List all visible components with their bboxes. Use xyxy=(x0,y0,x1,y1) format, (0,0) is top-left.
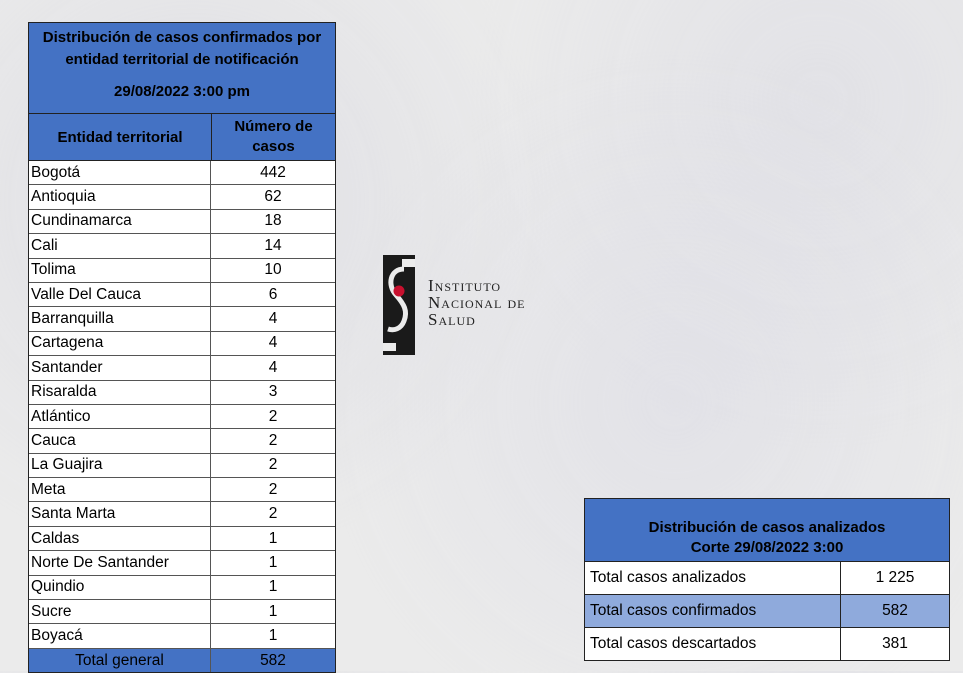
table-row xyxy=(29,527,335,551)
entity-cell: Norte De Santander xyxy=(29,551,211,574)
total-label: Total general xyxy=(29,649,211,672)
cases-cell: 1 xyxy=(268,578,278,596)
entity-cell: Boyacá xyxy=(29,624,211,647)
cases-cell: 2 xyxy=(268,431,278,449)
entity-cell: Caldas xyxy=(29,527,211,550)
table-row xyxy=(29,600,335,624)
entity-cell: Valle Del Cauca xyxy=(29,283,211,306)
cases-cell: 4 xyxy=(268,334,278,352)
summary-value: 1 225 xyxy=(875,569,915,586)
entity-cell: Santa Marta xyxy=(29,502,211,525)
cases-cell: 1 xyxy=(268,602,278,620)
cases-cell: 6 xyxy=(268,285,278,303)
table-row xyxy=(29,478,335,502)
summary-label: Total casos confirmados xyxy=(585,595,841,627)
cases-cell: 3 xyxy=(268,383,278,401)
cases-cell: 4 xyxy=(268,358,278,376)
entity-cell: Sucre xyxy=(29,600,211,623)
cases-cell: 1 xyxy=(268,627,278,645)
entity-cell: Meta xyxy=(29,478,211,501)
table-row xyxy=(29,502,335,526)
cases-cell: 1 xyxy=(268,553,278,571)
summary-row xyxy=(585,562,949,595)
entity-cell: Atlántico xyxy=(29,405,211,428)
analyzed-cases-table xyxy=(584,498,950,661)
cases-cell: 2 xyxy=(268,480,278,498)
cases-cell: 442 xyxy=(260,163,286,181)
entity-cell: Risaralda xyxy=(29,381,211,404)
ins-logo xyxy=(382,255,562,355)
column-header-entity: Entidad territorial xyxy=(29,114,212,160)
entity-cell: Cali xyxy=(29,234,211,257)
title-line-1: Distribución de casos confirmados por xyxy=(42,29,322,46)
table-row xyxy=(29,234,335,258)
total-value: 582 xyxy=(260,651,286,669)
cases-cell: 18 xyxy=(264,212,282,230)
table-row xyxy=(29,210,335,234)
title-line-2: entidad territorial de notificación xyxy=(65,51,299,68)
table-row xyxy=(29,185,335,209)
table-row xyxy=(29,283,335,307)
total-row xyxy=(29,649,335,672)
summary-value: 381 xyxy=(882,635,908,652)
cases-cell: 1 xyxy=(268,529,278,547)
summary-row xyxy=(585,595,949,628)
table-row xyxy=(29,454,335,478)
entity-cell: Santander xyxy=(29,356,211,379)
entity-cell: La Guajira xyxy=(29,454,211,477)
summary-value: 582 xyxy=(882,602,908,619)
table-header xyxy=(29,114,335,161)
table-row xyxy=(29,381,335,405)
table-row xyxy=(29,429,335,453)
cases-cell: 14 xyxy=(264,236,282,254)
column-header-cases xyxy=(212,114,335,160)
logo-line-1: Instituto xyxy=(428,276,502,295)
table-row xyxy=(29,551,335,575)
logo-line-3: Salud xyxy=(428,310,476,329)
table-row xyxy=(29,624,335,648)
table-row xyxy=(29,576,335,600)
logo-line-2: Nacional de xyxy=(428,293,526,312)
summary-row xyxy=(585,628,949,660)
confirmed-cases-table xyxy=(28,22,336,673)
table-row xyxy=(29,161,335,185)
summary-title-line-1: Distribución de casos analizados xyxy=(648,519,886,536)
summary-label: Total casos analizados xyxy=(585,562,841,594)
table-body xyxy=(29,161,335,649)
ins-logo-text xyxy=(428,277,526,328)
cases-cell: 4 xyxy=(268,310,278,328)
entity-cell: Cartagena xyxy=(29,332,211,355)
table-row xyxy=(29,332,335,356)
entity-cell: Quindio xyxy=(29,576,211,599)
entity-cell: Bogotá xyxy=(29,161,211,184)
table-title xyxy=(29,23,335,114)
entity-cell: Cauca xyxy=(29,429,211,452)
table-timestamp: 29/08/2022 3:00 pm xyxy=(114,83,250,100)
cases-cell: 2 xyxy=(268,407,278,425)
column-header-cases-line1: Número de xyxy=(234,118,313,135)
cases-cell: 2 xyxy=(268,456,278,474)
table-row xyxy=(29,405,335,429)
entity-cell: Antioquia xyxy=(29,185,211,208)
column-header-cases-line2: casos xyxy=(252,138,295,155)
summary-label: Total casos descartados xyxy=(585,628,841,660)
table-row xyxy=(29,259,335,283)
entity-cell: Barranquilla xyxy=(29,307,211,330)
entity-cell: Cundinamarca xyxy=(29,210,211,233)
table-row xyxy=(29,307,335,331)
table-row xyxy=(29,356,335,380)
summary-title-line-2: Corte 29/08/2022 3:00 xyxy=(690,539,844,556)
cases-cell: 10 xyxy=(264,261,282,279)
entity-cell: Tolima xyxy=(29,259,211,282)
summary-body xyxy=(585,562,949,660)
ins-logo-icon xyxy=(382,255,416,355)
summary-title xyxy=(585,499,949,562)
cases-cell: 62 xyxy=(264,188,282,206)
cases-cell: 2 xyxy=(268,505,278,523)
